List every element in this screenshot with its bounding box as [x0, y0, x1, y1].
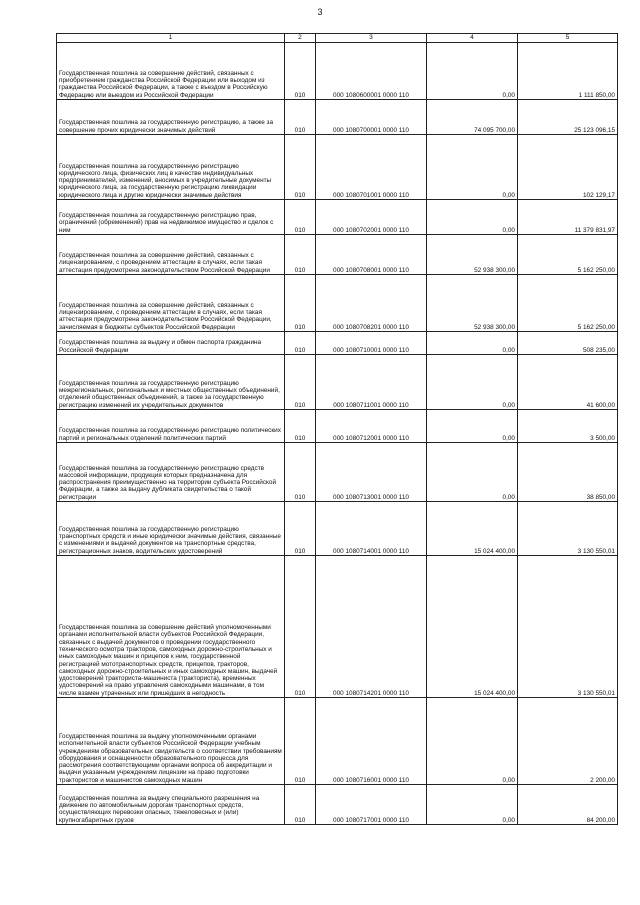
row-approved-amount: 0,00 — [427, 43, 518, 100]
row-name: Государственная пошлина за государственную регистрацию прав, ограничений (обременений) прав на недвижимое имущество и сделок с ним — [57, 200, 285, 235]
row-executed-amount: 3 130 550,01 — [518, 502, 618, 556]
table-row — [57, 355, 618, 410]
table-row — [57, 200, 618, 235]
row-executed-amount: 5 162 250,00 — [518, 235, 618, 275]
row-name: Государственная пошлина за государственную регистрацию транспортных средств и иные юридически значимые действия, связанные с изменениями и выдачей документов на транспортные средства, регистрационных знаков, водительских удостоверений — [57, 502, 285, 556]
row-approved-amount: 15 024 400,00 — [427, 556, 518, 698]
row-approved-amount: 52 938 300,00 — [427, 275, 518, 332]
row-name: Государственная пошлина за совершение действий, связанных с приобретением гражданства Российской Федерации или выходом из гражданства Российской Федерации, а также с въездом в Российскую Федерацию или выездом из Российской Федерации — [57, 43, 285, 100]
row-executed-amount: 41 600,00 — [518, 355, 618, 410]
row-name: Государственная пошлина за выдачу уполномоченными органами исполнительной власти субъектов Российской Федерации учебным учреждениям образовательных свидетельств о соответствии требованиям оборудования и оснащенности образовательного процесса для рассмотрения соответствующими органами вопроса об аккредитации и выдачи указанным учреждениям лицензии на право подготовки трактористов и машинистов самоходных машин — [57, 698, 285, 785]
table-row — [57, 100, 618, 135]
row-revenue-code: 000 1080701001 0000 110 — [316, 135, 427, 200]
row-line-code: 010 — [285, 135, 316, 200]
column-header-5: 5 — [518, 34, 618, 43]
row-approved-amount: 0,00 — [427, 698, 518, 785]
row-line-code: 010 — [285, 785, 316, 825]
column-header-4: 4 — [427, 34, 518, 43]
row-approved-amount: 0,00 — [427, 785, 518, 825]
row-executed-amount: 3 130 550,01 — [518, 556, 618, 698]
row-revenue-code: 000 1080708001 0000 110 — [316, 235, 427, 275]
row-executed-amount: 5 162 250,00 — [518, 275, 618, 332]
row-executed-amount: 508 235,00 — [518, 332, 618, 355]
row-approved-amount: 0,00 — [427, 355, 518, 410]
table-row — [57, 410, 618, 443]
row-approved-amount: 15 024 400,00 — [427, 502, 518, 556]
row-executed-amount: 1 111 850,00 — [518, 43, 618, 100]
row-name: Государственная пошлина за совершение действий, связанных с лицензированием, с проведением аттестации в случаях, если такая аттестация предусмотрена законодательством Российской Федерации — [57, 235, 285, 275]
revenue-table — [56, 33, 618, 825]
row-name: Государственная пошлина за государственную регистрацию средств массовой информации, продукция которых предназначена для распространения преимущественно на территории субъекта Российской Федерации, а также за выдачу дубликата свидетельства о такой регистрации — [57, 443, 285, 502]
row-approved-amount: 74 095 700,00 — [427, 100, 518, 135]
row-revenue-code: 000 1080700001 0000 110 — [316, 100, 427, 135]
row-line-code: 010 — [285, 275, 316, 332]
row-name: Государственная пошлина за совершение действий уполномоченными органами исполнительной власти субъектов Российской Федерации, связанных с выдачей документов о проведении государственного технического осмотра тракторов, самоходных дорожно-строительных и иных самоходных машин и прицепов к ним, государственной регистрацией мототранспортных средств, прицепов, тракторов, самоходных дорожно-строительных и иных самоходных машин, выдачей удостоверений тракториста-машиниста (тракториста), временных удостоверений на право управления самоходными машинами, в том числе взамен утраченных или пришедших в негодность — [57, 556, 285, 698]
row-executed-amount: 2 200,00 — [518, 698, 618, 785]
row-revenue-code: 000 1080702001 0000 110 — [316, 200, 427, 235]
row-executed-amount: 102 129,17 — [518, 135, 618, 200]
row-line-code: 010 — [285, 698, 316, 785]
row-revenue-code: 000 1080713001 0000 110 — [316, 443, 427, 502]
column-header-1: 1 — [57, 34, 285, 43]
row-revenue-code: 000 1080714201 0000 110 — [316, 556, 427, 698]
row-revenue-code: 000 1080600001 0000 110 — [316, 43, 427, 100]
table-row — [57, 135, 618, 200]
row-executed-amount: 3 500,00 — [518, 410, 618, 443]
table-row — [57, 785, 618, 825]
table-row — [57, 556, 618, 698]
row-line-code: 010 — [285, 100, 316, 135]
row-line-code: 010 — [285, 410, 316, 443]
page-number: 3 — [317, 7, 323, 17]
column-header-3: 3 — [316, 34, 427, 43]
row-name: Государственная пошлина за государственную регистрацию межрегиональных, региональных и местных общественных объединений, отделений общественных объединений, а также за государственную регистрацию изменений их учредительных документов — [57, 355, 285, 410]
row-revenue-code: 000 1080708201 0000 110 — [316, 275, 427, 332]
row-approved-amount: 0,00 — [427, 332, 518, 355]
table-row — [57, 275, 618, 332]
row-executed-amount: 11 379 831,97 — [518, 200, 618, 235]
table-row — [57, 332, 618, 355]
row-line-code: 010 — [285, 556, 316, 698]
row-line-code: 010 — [285, 332, 316, 355]
row-executed-amount: 38 850,00 — [518, 443, 618, 502]
row-name: Государственная пошлина за государственную регистрацию, а также за совершение прочих юридически значимых действий — [57, 100, 285, 135]
table-row — [57, 443, 618, 502]
row-revenue-code: 000 1080711001 0000 110 — [316, 355, 427, 410]
row-line-code: 010 — [285, 235, 316, 275]
row-line-code: 010 — [285, 355, 316, 410]
row-name: Государственная пошлина за совершение действий, связанных с лицензированием, с проведением аттестации в случаях, если такая аттестация предусмотрена законодательством Российской Федерации, зачисляемая в бюджеты субъектов Российской Федерации — [57, 275, 285, 332]
column-header-2: 2 — [285, 34, 316, 43]
table-row — [57, 43, 618, 100]
row-revenue-code: 000 1080716001 0000 110 — [316, 698, 427, 785]
row-approved-amount: 0,00 — [427, 410, 518, 443]
row-line-code: 010 — [285, 43, 316, 100]
row-executed-amount: 25 123 096,15 — [518, 100, 618, 135]
table-row — [57, 698, 618, 785]
row-name: Государственная пошлина за государственную регистрацию политических партий и региональных отделений политических партий — [57, 410, 285, 443]
row-line-code: 010 — [285, 502, 316, 556]
row-name: Государственная пошлина за выдачу специального разрешения на движение по автомобильным дорогам транспортных средств, осуществляющих перевозки опасных, тяжеловесных и (или) крупногабаритных грузов — [57, 785, 285, 825]
row-approved-amount: 52 938 300,00 — [427, 235, 518, 275]
row-line-code: 010 — [285, 443, 316, 502]
row-approved-amount: 0,00 — [427, 135, 518, 200]
table-row — [57, 502, 618, 556]
row-name: Государственная пошлина за государственную регистрацию юридического лица, физических лиц в качестве индивидуальных предпринимателей, изменений, вносимых в учредительные документы юридического лица, за государственную регистрацию ликвидации юридического лица и другие юридически значимые действия — [57, 135, 285, 200]
row-line-code: 010 — [285, 200, 316, 235]
row-approved-amount: 0,00 — [427, 443, 518, 502]
row-revenue-code: 000 1080717001 0000 110 — [316, 785, 427, 825]
row-approved-amount: 0,00 — [427, 200, 518, 235]
column-number-row — [57, 34, 618, 43]
row-name: Государственная пошлина за выдачу и обмен паспорта гражданина Российской Федерации — [57, 332, 285, 355]
table-row — [57, 235, 618, 275]
row-executed-amount: 84 200,00 — [518, 785, 618, 825]
row-revenue-code: 000 1080712001 0000 110 — [316, 410, 427, 443]
row-revenue-code: 000 1080710001 0000 110 — [316, 332, 427, 355]
row-revenue-code: 000 1080714001 0000 110 — [316, 502, 427, 556]
